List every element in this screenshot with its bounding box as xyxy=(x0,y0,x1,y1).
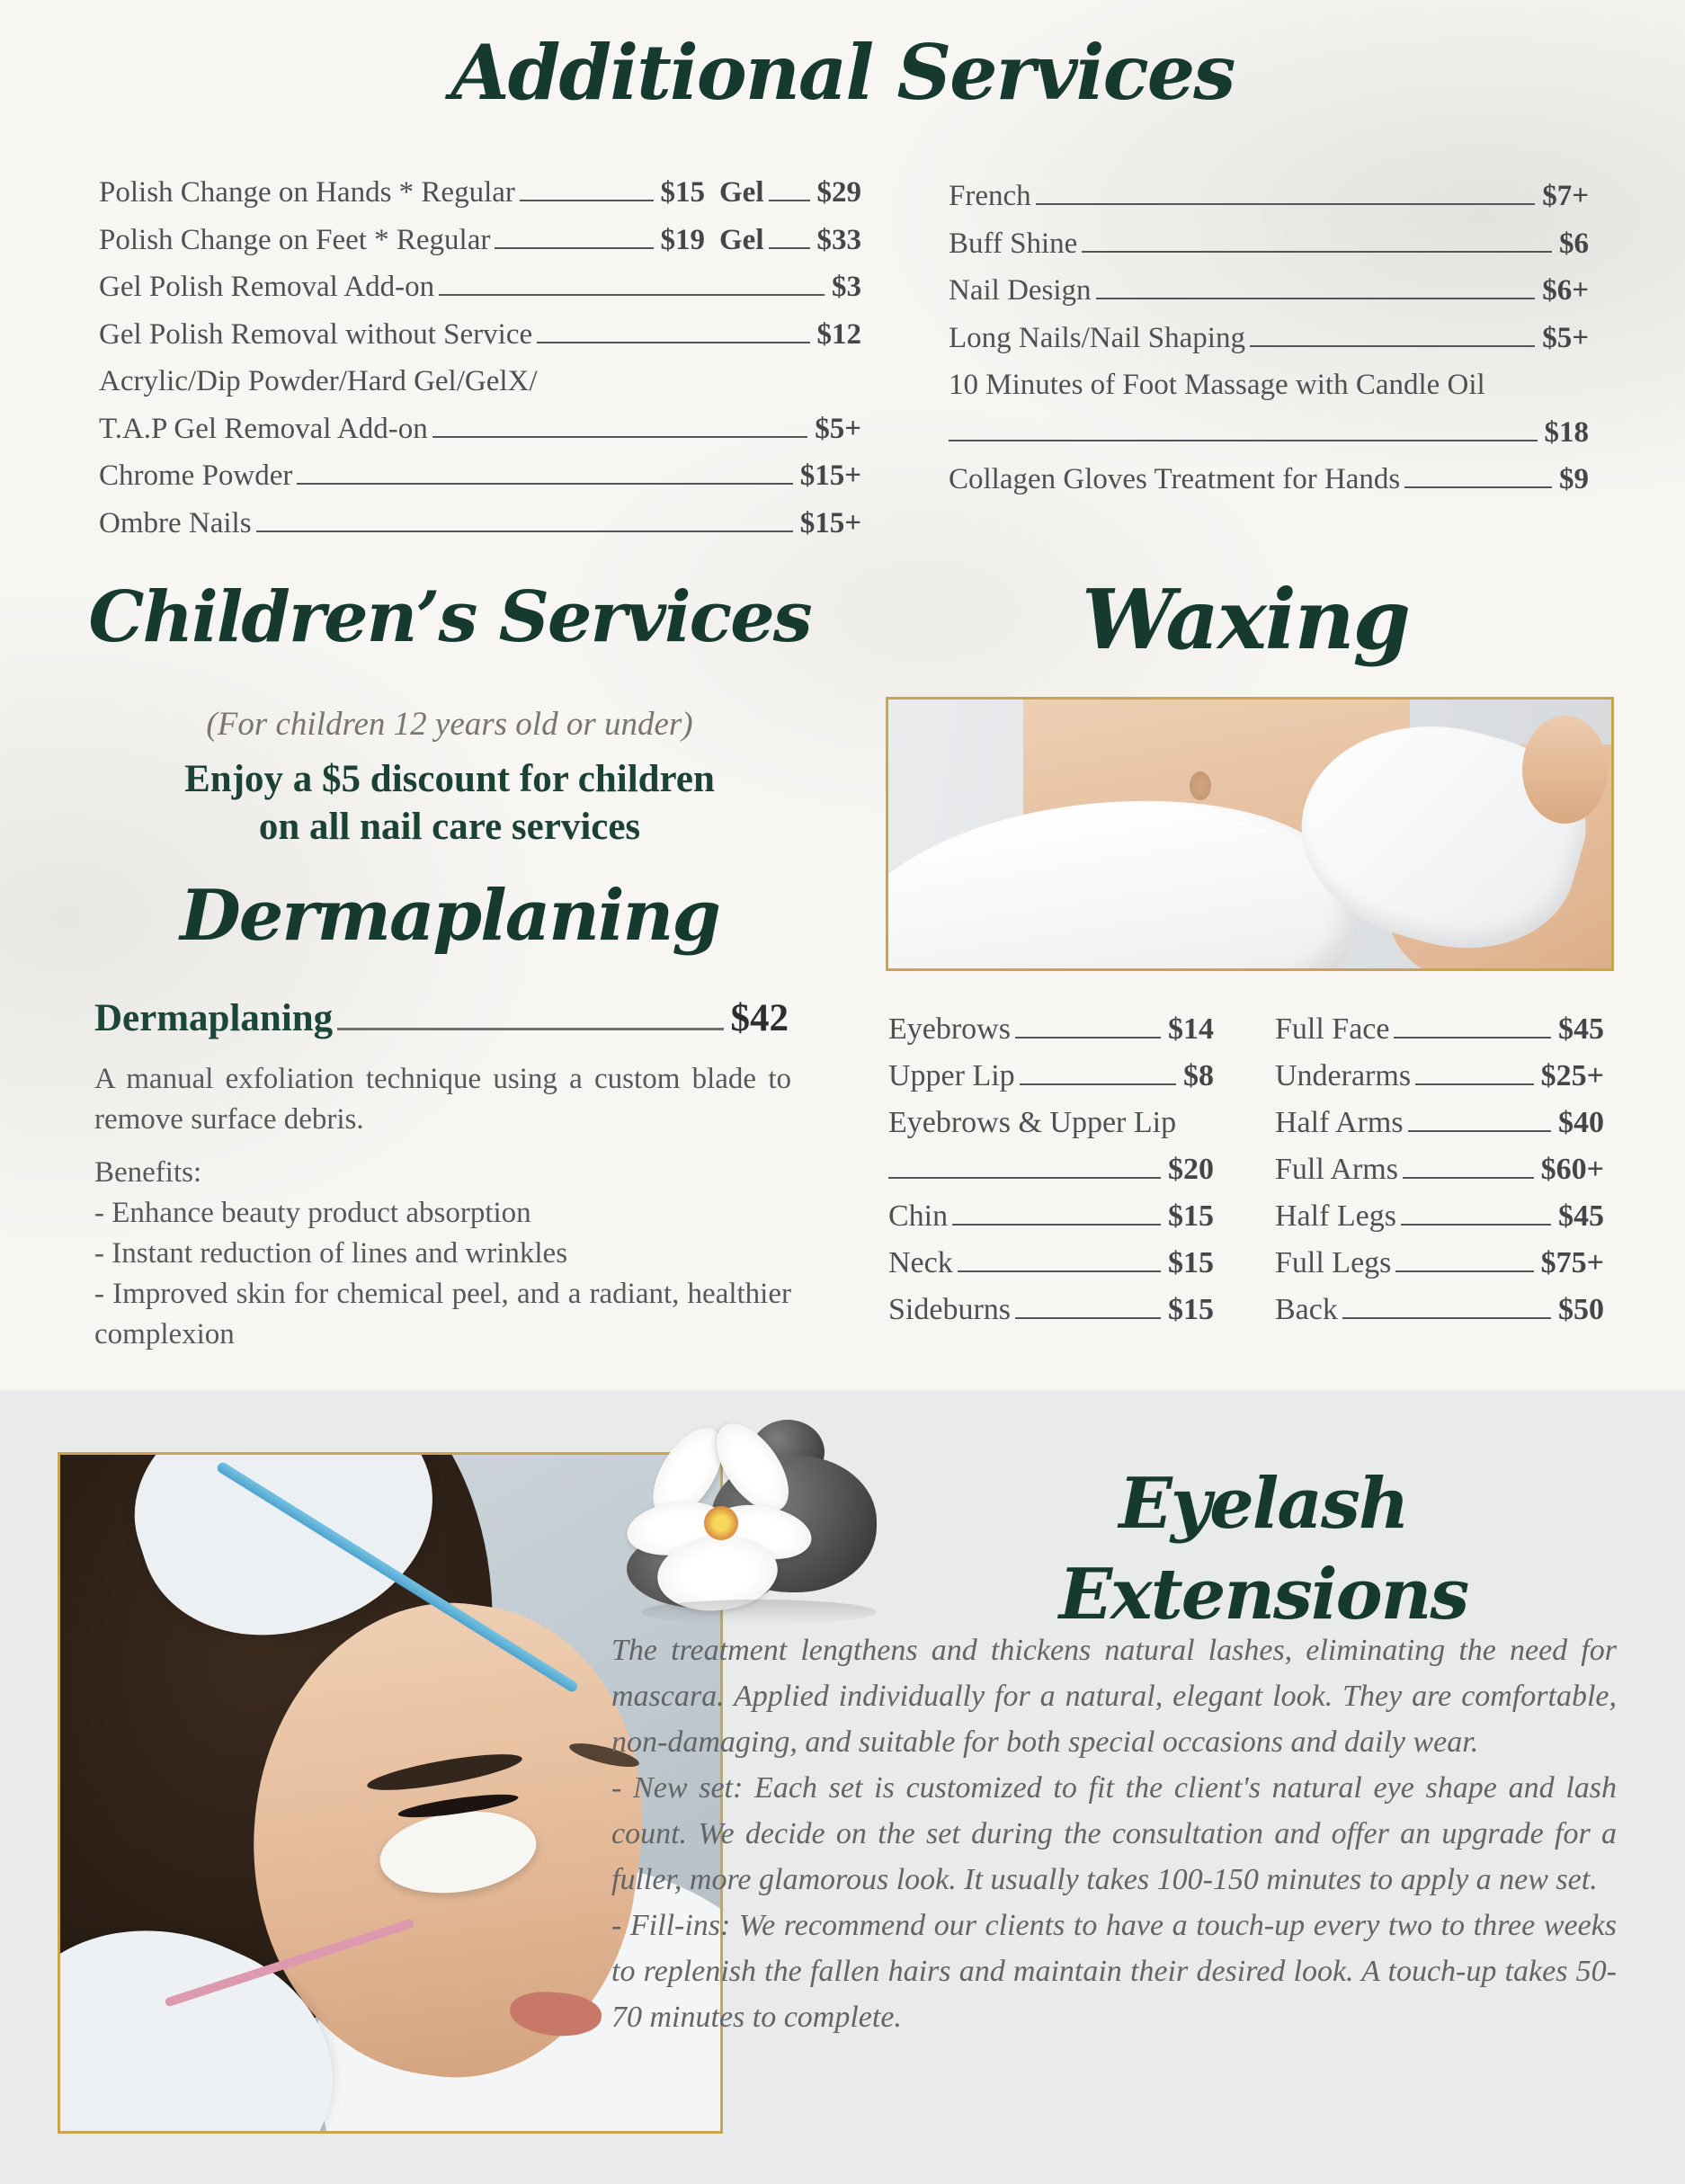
service-name: Gel Polish Removal Add-on xyxy=(99,271,435,303)
price-row xyxy=(888,1293,1214,1340)
service-price: $50 xyxy=(1558,1293,1604,1326)
leader-line xyxy=(952,1224,1161,1226)
service-name: Full Legs xyxy=(1275,1246,1392,1279)
additional-services-right-list xyxy=(949,180,1589,511)
leader-line xyxy=(769,200,810,201)
service-price: $14 xyxy=(1168,1012,1214,1046)
leader-line xyxy=(769,247,810,249)
price-row xyxy=(949,416,1589,464)
discount-note-line1: Enjoy a $5 discount for children xyxy=(184,758,715,800)
price-row xyxy=(949,274,1589,322)
service-name: Sideburns xyxy=(888,1293,1011,1326)
price-row xyxy=(888,1246,1214,1293)
leader-line xyxy=(495,247,653,249)
price-row xyxy=(99,176,861,224)
service-price: $20 xyxy=(1168,1153,1214,1186)
service-price: $15+ xyxy=(799,459,861,492)
photo-shape-flower-center xyxy=(704,1506,738,1540)
service-price: $25+ xyxy=(1540,1059,1604,1092)
service-name: Long Nails/Nail Shaping xyxy=(949,321,1245,354)
photo-shape-hand xyxy=(1522,716,1608,824)
service-name: Collagen Gloves Treatment for Hands xyxy=(949,463,1401,495)
service-name: Gel Polish Removal without Service xyxy=(99,317,533,351)
service-price: $15 xyxy=(1168,1293,1214,1326)
leader-line xyxy=(1394,1037,1551,1039)
childrens-discount-note xyxy=(36,755,863,851)
service-price: $75+ xyxy=(1540,1246,1604,1279)
leader-line xyxy=(1020,1083,1176,1085)
eyelash-paragraph: The treatment lengthens and thickens natural lashes, eliminating the need for mascara. Applied individually for a natural, elegant look. They are comfortable, non-damaging, and suitable for both special occasions and daily wear. xyxy=(611,1634,1617,1759)
price-row xyxy=(949,463,1589,511)
price-row xyxy=(888,1059,1214,1106)
service-price: $7+ xyxy=(1542,180,1589,212)
price-row xyxy=(99,459,861,507)
service-price: $45 xyxy=(1558,1012,1604,1046)
gel-label: Gel xyxy=(719,223,764,256)
price-row xyxy=(949,180,1589,227)
service-price: $6 xyxy=(1559,227,1589,260)
service-name: Eyebrows & Upper Lip xyxy=(888,1106,1177,1139)
service-price: $3 xyxy=(832,271,861,303)
orchid-stones-photo xyxy=(625,1423,908,1628)
leader-line xyxy=(1015,1037,1161,1039)
eyelash-description-block xyxy=(611,1627,1617,2040)
leader-line xyxy=(1403,1177,1534,1179)
price-row xyxy=(99,271,861,318)
leader-line xyxy=(1401,1224,1551,1226)
waxing-right-list xyxy=(1275,1012,1604,1340)
benefit-item: - Instant reduction of lines and wrinkles xyxy=(94,1237,568,1270)
leader-line xyxy=(297,483,792,485)
leader-line xyxy=(1395,1270,1533,1272)
photo-shape-reflection xyxy=(641,1600,877,1625)
service-name: Nail Design xyxy=(949,274,1092,307)
price-row xyxy=(1275,1106,1604,1153)
price-row xyxy=(1275,1012,1604,1059)
service-name: Full Face xyxy=(1275,1012,1390,1046)
service-price: $42 xyxy=(730,997,789,1039)
service-price: $5+ xyxy=(815,412,861,445)
service-name: Ombre Nails xyxy=(99,506,252,539)
section-title-waxing: Waxing xyxy=(1082,571,1409,668)
leader-line xyxy=(520,200,654,201)
service-name: Half Legs xyxy=(1275,1199,1397,1233)
price-row xyxy=(888,1153,1214,1199)
leader-line xyxy=(1096,298,1536,299)
leader-line xyxy=(888,1177,1161,1179)
service-name: Buff Shine xyxy=(949,227,1078,260)
service-name: Neck xyxy=(888,1246,953,1279)
service-name: Dermaplaning xyxy=(94,997,334,1039)
benefit-item: - Improved skin for chemical peel, and a radiant, healthier complexion xyxy=(94,1278,791,1351)
service-price: $12 xyxy=(816,317,861,351)
service-name: Polish Change on Feet * Regular xyxy=(99,223,491,256)
service-price: $15 xyxy=(1168,1246,1214,1279)
service-price: $40 xyxy=(1558,1106,1604,1139)
price-row xyxy=(949,322,1589,370)
leader-line xyxy=(1250,345,1535,347)
price-row xyxy=(1275,1246,1604,1293)
additional-services-left-list xyxy=(99,176,861,554)
service-name: French xyxy=(949,180,1031,212)
price-row xyxy=(1275,1153,1604,1199)
service-price: $8 xyxy=(1183,1059,1214,1092)
gel-price: $29 xyxy=(816,176,861,209)
price-row xyxy=(888,1012,1214,1059)
section-title-additional-services: Additional Services xyxy=(450,28,1235,117)
service-name: Polish Change on Hands * Regular xyxy=(99,176,515,209)
service-price: $19 xyxy=(660,223,706,256)
price-row xyxy=(1275,1199,1604,1246)
service-name: Half Arms xyxy=(1275,1106,1404,1139)
section-title-childrens-services: Children’s Services xyxy=(88,576,811,658)
service-price: $6+ xyxy=(1542,274,1589,307)
discount-note-line2: on all nail care services xyxy=(258,806,641,848)
price-row xyxy=(94,996,789,1040)
section-title-eyelash-extensions: Eyelash Extensions xyxy=(1058,1463,1468,1636)
service-name: T.A.P Gel Removal Add-on xyxy=(99,412,428,445)
service-price: $45 xyxy=(1558,1199,1604,1233)
gel-label: Gel xyxy=(719,176,764,209)
leader-line xyxy=(432,436,807,438)
dermaplaning-description: A manual exfoliation technique using a custom blade to remove surface debris. xyxy=(94,1063,791,1136)
waxing-photo xyxy=(886,697,1614,971)
price-row xyxy=(99,413,861,460)
gel-price: $33 xyxy=(816,223,861,256)
leader-line xyxy=(1415,1083,1534,1085)
service-price: $15+ xyxy=(799,506,861,539)
benefit-item: - Enhance beauty product absorption xyxy=(94,1197,531,1229)
leader-line xyxy=(949,440,1538,441)
eyelash-paragraph: - Fill-ins: We recommend our clients to have a touch-up every two to three weeks to replenish the fallen hairs and maintain their desired look. A touch-up takes 50-70 minutes to complete. xyxy=(611,1909,1617,2034)
price-row xyxy=(99,507,861,555)
price-row xyxy=(949,227,1589,275)
service-price: $60+ xyxy=(1540,1153,1604,1186)
service-name: Back xyxy=(1275,1293,1338,1326)
leader-line xyxy=(256,530,793,532)
service-name: Chin xyxy=(888,1199,949,1233)
price-row xyxy=(949,369,1589,416)
leader-line xyxy=(1082,251,1552,253)
waxing-left-list xyxy=(888,1012,1214,1340)
service-name: Full Arms xyxy=(1275,1153,1398,1186)
section-title-dermaplaning: Dermaplaning xyxy=(180,875,719,957)
service-price: $9 xyxy=(1559,463,1589,495)
leader-line xyxy=(439,294,825,296)
price-row xyxy=(1275,1059,1604,1106)
photo-shape-navel xyxy=(1190,771,1211,800)
leader-line xyxy=(1342,1317,1551,1319)
price-row xyxy=(888,1106,1214,1153)
leader-line xyxy=(1036,203,1536,205)
benefits-label: Benefits: xyxy=(94,1156,202,1189)
leader-line xyxy=(1015,1317,1161,1319)
leader-line xyxy=(537,342,809,343)
service-price: $15 xyxy=(1168,1199,1214,1233)
eyelash-paragraph: - New set: Each set is customized to fit the client's natural eye shape and lash count. We decide on the set during the consultation and offer an upgrade for a fuller, more glamorous look. It usually takes 100-150 minutes to apply a new set. xyxy=(611,1771,1617,1896)
service-name: 10 Minutes of Foot Massage with Candle Oil xyxy=(949,369,1485,401)
service-price: $5+ xyxy=(1542,321,1589,354)
price-row xyxy=(99,318,861,366)
leader-line xyxy=(1404,486,1552,488)
leader-line xyxy=(1408,1130,1551,1132)
service-name: Upper Lip xyxy=(888,1059,1015,1092)
leader-line xyxy=(958,1270,1161,1272)
price-row xyxy=(99,365,861,413)
service-price: $15 xyxy=(660,176,706,209)
service-name: Eyebrows xyxy=(888,1012,1011,1046)
childrens-services-subtitle: (For children 12 years old or under) xyxy=(206,706,693,743)
leader-line xyxy=(337,1028,723,1030)
price-row xyxy=(99,224,861,272)
service-name: Underarms xyxy=(1275,1059,1412,1092)
price-row xyxy=(1275,1293,1604,1340)
service-name: Acrylic/Dip Powder/Hard Gel/GelX/ xyxy=(99,365,538,397)
service-price: $18 xyxy=(1544,415,1589,449)
dermaplaning-description-block xyxy=(94,1059,791,1355)
service-name: Chrome Powder xyxy=(99,459,293,492)
price-row xyxy=(888,1199,1214,1246)
